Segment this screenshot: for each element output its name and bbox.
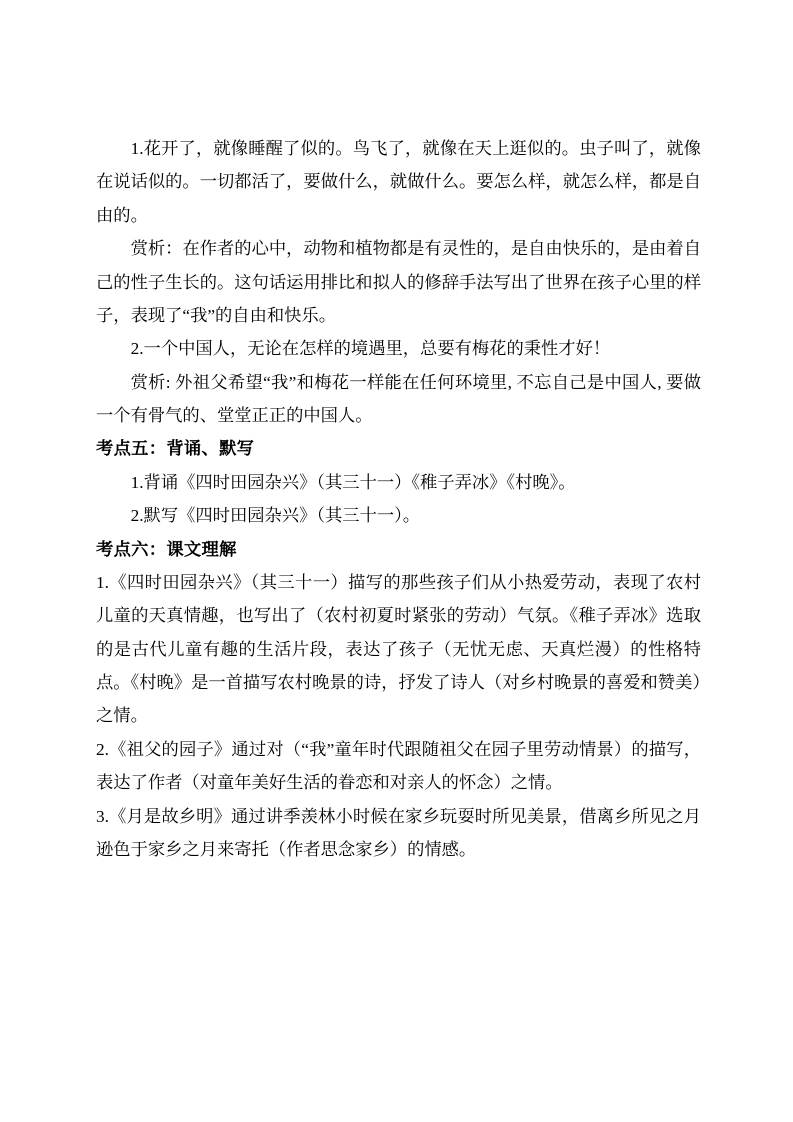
document-body: [96, 132, 701, 866]
list-item-dictation: 2.默写《四时田园杂兴》（其三十一）。: [130, 506, 421, 526]
list-item-comprehension-1: 1.《四时田园杂兴》（其三十一）描写的那些孩子们从小热爱劳动，表现了农村儿童的天真情趣，也写出了（农村初夏时紧张的劳动）气氛。《稚子弄冰》选取的是古代儿童有趣的生活片段，表达了孩子（无忧无虑、天真烂漫）的性格特点。《村晚》是一首描写农村晚景的诗，抒发了诗人（对乡村晚景的喜爱和赞美）之情。: [96, 572, 701, 726]
paragraph-quote-1: 1.花开了，就像睡醒了似的。鸟飞了，就像在天上逛似的。虫子叫了，就像在说话似的。一切都活了，要做什么，就做什么。要怎么样，就怎么样，都是自由的。: [96, 139, 701, 225]
heading-kaodian-six: 考点六：课文理解: [96, 539, 237, 559]
paragraph-quote-2: 2.一个中国人，无论在怎样的境遇里，总要有梅花的秉性才好！: [130, 339, 611, 359]
paragraph-analysis-1: 赏析：在作者的心中，动物和植物都是有灵性的，是自由快乐的，是由着自己的性子生长的。这句话运用排比和拟人的修辞手法写出了世界在孩子心里的样子，表现了“我”的自由和快乐。: [96, 239, 701, 325]
list-item-recite: 1.背诵《四时田园杂兴》（其三十一）《稚子弄冰》《村晚》。: [130, 472, 576, 492]
list-item-comprehension-3: 3.《月是故乡明》通过讲季羡林小时候在家乡玩耍时所见美景，借离乡所见之月逊色于家乡之月来寄托（作者思念家乡）的情感。: [96, 806, 701, 859]
paragraph-analysis-2: 赏析: 外祖父希望“我”和梅花一样能在任何环境里, 不忘自己是中国人, 要做一个有骨气的、堂堂正正的中国人。: [96, 372, 701, 425]
heading-kaodian-five: 考点五：背诵、默写: [96, 439, 255, 459]
list-item-comprehension-2: 2.《祖父的园子》通过对（“我”童年时代跟随祖父在园子里劳动情景）的描写，表达了作者（对童年美好生活的眷恋和对亲人的怀念）之情。: [96, 739, 701, 793]
